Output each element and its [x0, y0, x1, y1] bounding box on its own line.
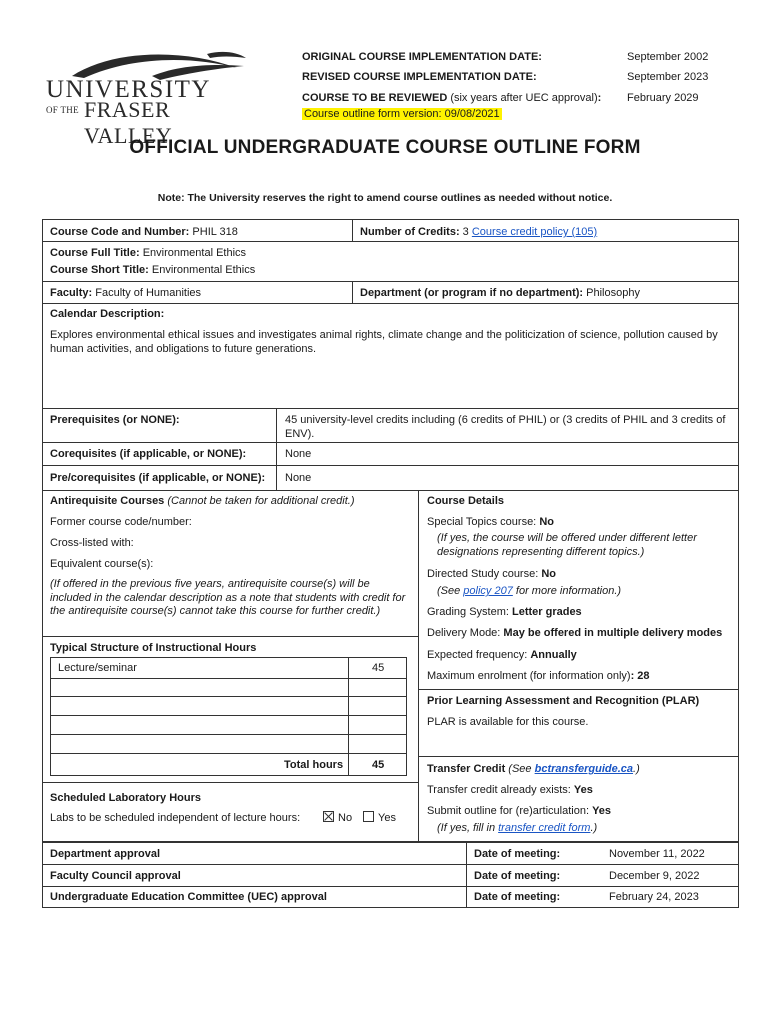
- revised-date-label: REVISED COURSE IMPLEMENTATION DATE:: [302, 71, 537, 83]
- lab-yes-option[interactable]: Yes: [363, 811, 396, 825]
- directed-study-field: Directed Study course: No: [427, 568, 557, 580]
- approval-date: November 11, 2022: [609, 848, 705, 860]
- university-logo: [32, 46, 252, 148]
- total-hours-value: 45: [372, 759, 385, 771]
- logo-university-text: UNIVERSITY: [46, 76, 211, 103]
- hours-heading: Typical Structure of Instructional Hours: [50, 642, 257, 654]
- faculty-field: Faculty: Faculty of Humanities: [50, 287, 202, 299]
- calendar-label: Calendar Description:: [50, 308, 165, 320]
- approval-date: February 24, 2023: [609, 891, 699, 903]
- approval-date: December 9, 2022: [609, 870, 700, 882]
- transfer-exists-field: Transfer credit already exists: Yes: [427, 784, 593, 796]
- approval-date-label: Date of meeting:: [474, 848, 561, 860]
- plar-heading: Prior Learning Assessment and Recognition (PLAR): [427, 695, 700, 707]
- plar-text: PLAR is available for this course.: [427, 716, 589, 728]
- department-field: Department (or program if no department): Philosophy: [360, 287, 640, 299]
- transfer-credit-form-link[interactable]: transfer credit form: [498, 822, 591, 834]
- prereq-value: 45 university-level credits including (6 credits of PHIL) or (3 credits of PHIL and 3 credits of ENV).: [285, 414, 726, 440]
- transfer-heading: Transfer Credit (See bctransferguide.ca.): [427, 763, 640, 775]
- special-topics-field: Special Topics course: No: [427, 516, 554, 528]
- precoreq-label: Pre/corequisites (if applicable, or NONE):: [50, 472, 266, 484]
- short-title-field: Course Short Title: Environmental Ethics: [50, 264, 256, 276]
- directed-study-note: (See policy 207 for more information.): [437, 585, 622, 597]
- lab-question: Labs to be scheduled independent of lecture hours:: [50, 812, 301, 824]
- checked-checkbox-icon[interactable]: [323, 811, 334, 822]
- bctransferguide-link[interactable]: bctransferguide.ca: [534, 763, 634, 775]
- revised-date-value: September 2023: [627, 71, 709, 83]
- calendar-description: Explores environmental ethical issues and investigates animal rights, climate change and the politicization of science, pollution caused by human activities, and obligations to future generations.: [50, 329, 718, 355]
- total-hours-label: Total hours: [284, 759, 344, 771]
- delivery-field: Delivery Mode: May be offered in multiple delivery modes: [427, 627, 723, 639]
- review-date-label: COURSE TO BE REVIEWED (six years after UEC approval):: [302, 92, 602, 104]
- approval-label: Department approval: [50, 848, 161, 860]
- logo-of-the-text: OF THE: [46, 105, 79, 115]
- former-course-label: Former course code/number:: [50, 516, 192, 528]
- lab-heading: Scheduled Laboratory Hours: [50, 792, 201, 804]
- credits-field: Number of Credits: 3 Course credit policy (105): [360, 226, 598, 238]
- approval-date-label: Date of meeting:: [474, 891, 561, 903]
- credit-policy-link[interactable]: Course credit policy (105): [471, 226, 598, 238]
- original-date-label: ORIGINAL COURSE IMPLEMENTATION DATE:: [302, 51, 542, 63]
- hours-row-label: Lecture/seminar: [58, 662, 137, 674]
- equivalent-label: Equivalent course(s):: [50, 558, 154, 570]
- enrolment-field: Maximum enrolment (for information only): 28: [427, 670, 650, 682]
- antireq-heading: Antirequisite Courses (Cannot be taken for additional credit.): [50, 495, 355, 507]
- coreq-label: Corequisites (if applicable, or NONE):: [50, 448, 247, 460]
- policy-207-link[interactable]: policy 207: [463, 585, 513, 597]
- full-title-field: Course Full Title: Environmental Ethics: [50, 247, 247, 259]
- frequency-field: Expected frequency: Annually: [427, 649, 577, 661]
- coreq-value: None: [285, 448, 312, 460]
- prereq-label: Prerequisites (or NONE):: [50, 414, 180, 426]
- antireq-note: (If offered in the previous five years, antirequisite course(s) will be included in the calendar description as a note that students with credit for the antirequisite course(s) cannot take this course for further credit.): [50, 578, 406, 617]
- details-heading: Course Details: [427, 495, 505, 507]
- logo-fraser-valley-text: FRASER VALLEY: [84, 97, 173, 148]
- lab-no-option[interactable]: No: [323, 811, 352, 825]
- transfer-form-note: (If yes, fill in transfer credit form.): [437, 822, 598, 834]
- course-code-field: Course Code and Number: PHIL 318: [50, 226, 238, 238]
- approval-label: Faculty Council approval: [50, 870, 181, 882]
- submit-outline-field: Submit outline for (re)articulation: Yes: [427, 805, 612, 817]
- original-date-value: September 2002: [627, 51, 709, 63]
- page-note: Note: The University reserves the right to amend course outlines as needed without notice.: [157, 192, 613, 204]
- hours-row-value: 45: [372, 662, 385, 674]
- approval-date-label: Date of meeting:: [474, 870, 561, 882]
- approval-label: Undergraduate Education Committee (UEC) approval: [50, 891, 327, 903]
- special-topics-note: (If yes, the course will be offered under different letter designations representing different topics.): [437, 532, 697, 558]
- review-date-value: February 2029: [627, 92, 699, 104]
- checkbox-icon[interactable]: [363, 811, 374, 822]
- cross-listed-label: Cross-listed with:: [50, 537, 134, 549]
- precoreq-value: None: [285, 472, 312, 484]
- grading-field: Grading System: Letter grades: [427, 606, 582, 618]
- form-version: Course outline form version: 09/08/2021: [304, 108, 500, 120]
- page-title: OFFICIAL UNDERGRADUATE COURSE OUTLINE FORM: [129, 137, 641, 158]
